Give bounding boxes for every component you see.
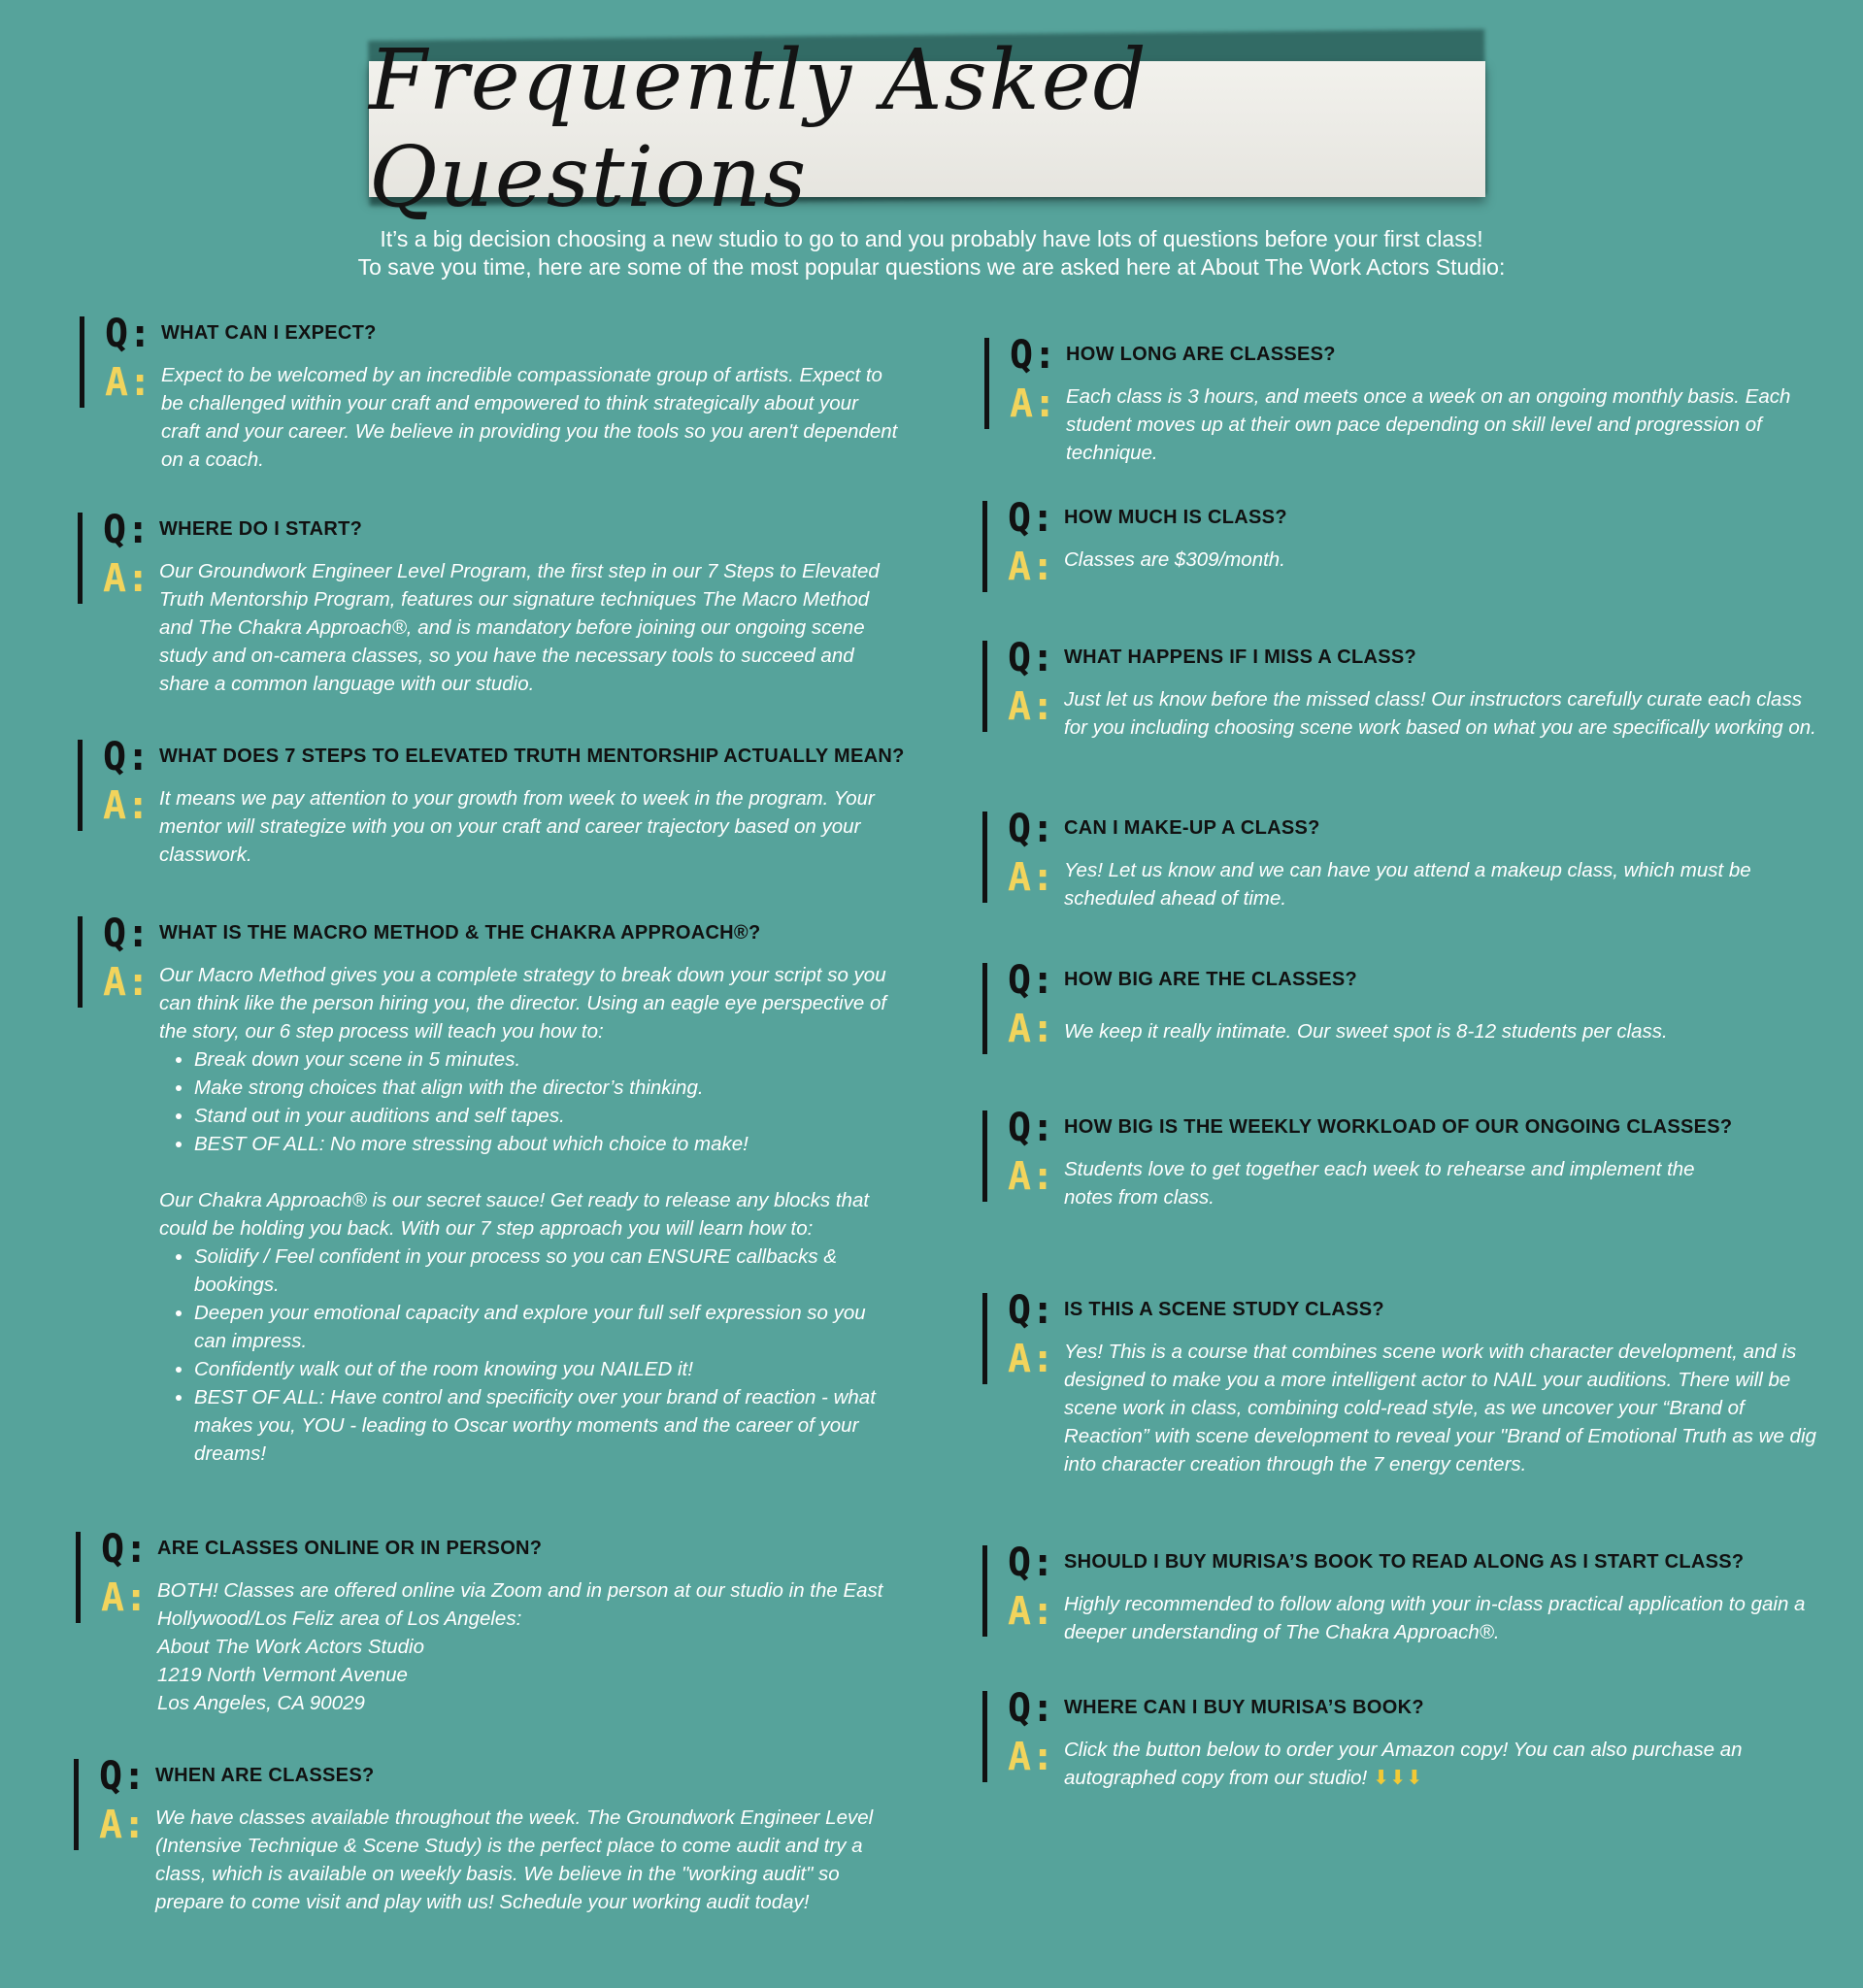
q-label: Q:	[105, 312, 152, 356]
faq-answer	[159, 961, 897, 1468]
faq-answer: We keep it really intimate. Our sweet spot is 8-12 students per class.	[1064, 1020, 1668, 1043]
faq-answer	[157, 1576, 905, 1717]
a-label: A:	[1008, 1007, 1055, 1051]
a-label: A:	[1008, 1735, 1055, 1779]
faq-question: WHAT HAPPENS IF I MISS A CLASS?	[1064, 646, 1417, 668]
a-label: A:	[99, 1803, 147, 1847]
list-item: • Make strong choices that align with the director’s thinking.	[194, 1074, 897, 1102]
q-label: Q:	[1008, 636, 1055, 680]
address-line: Los Angeles, CA 90029	[157, 1692, 365, 1714]
q-label: Q:	[1008, 1541, 1055, 1585]
q-label: Q:	[1008, 1288, 1055, 1333]
faq-answer	[1064, 1736, 1831, 1792]
where-book-text: Click the button below to order your Amazon copy! You can also purchase an autographed copy from our studio!	[1064, 1739, 1743, 1789]
q-label: Q:	[1008, 1686, 1055, 1731]
faq-question: WHEN ARE CLASSES?	[155, 1765, 375, 1786]
title-banner	[369, 32, 1485, 226]
list-item: • BEST OF ALL: No more stressing about which choice to make!	[194, 1130, 897, 1158]
q-label: Q:	[101, 1527, 149, 1572]
online-text: BOTH! Classes are offered online via Zoom and in person at our studio in the East Hollywood/Los Feliz area of Los Angeles:	[157, 1579, 883, 1630]
list-item: • BEST OF ALL: Have control and specificity over your brand of reaction - what makes you, YOU - leading to Oscar worthy moments and the career of your dreams!	[194, 1383, 897, 1468]
a-label: A:	[103, 783, 150, 828]
faq-question: SHOULD I BUY MURISA’S BOOK TO READ ALONG AS I START CLASS?	[1064, 1551, 1745, 1573]
a-label: A:	[1008, 684, 1055, 729]
faq-answer: Yes! This is a course that combines scene work with character development, and is designed to make you a more intelligent actor to NAIL your auditions. There will be scene work in class, combining cold-read style, as we uncover your “Brand of Reaction” with scene development to reveal your "Brand of Emotional Truth as we dig into character creation through the 7 energy centers.	[1064, 1341, 1816, 1475]
q-label: Q:	[1008, 1106, 1055, 1150]
intro-text	[0, 225, 1863, 282]
q-label: Q:	[1008, 807, 1055, 851]
faq-answer: Each class is 3 hours, and meets once a week on an ongoing monthly basis. Each student moves up at their own pace depending on skill level and progression of technique.	[1066, 385, 1791, 464]
faq-answer: Expect to be welcomed by an incredible compassionate group of artists. Expect to be challenged within your craft and empowered to think strategically about your craft and your career. We believe in providing you the tools so you aren't dependent on a coach.	[161, 364, 898, 471]
faq-answer: Highly recommended to follow along with your in-class practical application to gain a deeper understanding of The Chakra Approach®.	[1064, 1593, 1806, 1643]
a-label: A:	[1010, 381, 1057, 426]
intro-line-1: It’s a big decision choosing a new studio to go to and you probably have lots of questions before your first class!	[380, 226, 1483, 251]
address-line: About The Work Actors Studio	[157, 1636, 424, 1658]
list-item: • Confidently walk out of the room knowing you NAILED it!	[194, 1355, 897, 1383]
faq-question: WHERE DO I START?	[159, 518, 363, 540]
chakra-approach-list	[159, 1242, 897, 1468]
faq-question: ARE CLASSES ONLINE OR IN PERSON?	[157, 1538, 543, 1559]
q-label: Q:	[1010, 333, 1057, 378]
faq-question: IS THIS A SCENE STUDY CLASS?	[1064, 1299, 1384, 1320]
faq-question: WHAT CAN I EXPECT?	[161, 322, 377, 344]
faq-question: HOW BIG IS THE WEEKLY WORKLOAD OF OUR ONGOING CLASSES?	[1064, 1116, 1733, 1138]
faq-answer: It means we pay attention to your growth from week to week in the program. Your mentor will strategize with you on your craft and career trajectory based on your classwork.	[159, 787, 875, 866]
faq-answer: Students love to get together each week to rehearse and implement the notes from class.	[1064, 1158, 1695, 1209]
faq-question: CAN I MAKE-UP A CLASS?	[1064, 817, 1320, 839]
q-label: Q:	[103, 508, 150, 552]
faq-answer: Yes! Let us know and we can have you attend a makeup class, which must be scheduled ahead of time.	[1064, 859, 1751, 910]
address-line: 1219 North Vermont Avenue	[157, 1664, 408, 1686]
list-item: • Deepen your emotional capacity and explore your full self expression so you can impress.	[194, 1299, 897, 1355]
faq-question: WHERE CAN I BUY MURISA’S BOOK?	[1064, 1697, 1424, 1718]
list-item: • Stand out in your auditions and self tapes.	[194, 1102, 897, 1130]
list-item: • Break down your scene in 5 minutes.	[194, 1045, 897, 1074]
faq-question: HOW BIG ARE THE CLASSES?	[1064, 969, 1358, 990]
macro-method-list	[159, 1045, 897, 1158]
faq-answer: Classes are $309/month.	[1064, 548, 1285, 571]
faq-answer: Just let us know before the missed class! Our instructors carefully curate each class for you including choosing scene work based on what you are specifically working on.	[1064, 688, 1816, 739]
a-label: A:	[1008, 1337, 1055, 1381]
a-label: A:	[105, 360, 152, 405]
faq-answer: We have classes available throughout the week. The Groundwork Engineer Level (Intensive Technique & Scene Study) is the perfect place to come audit and try a class, which is available on weekly basis. We believe in the "working audit" so prepare to come visit and play with us! Schedule your working audit today!	[155, 1806, 874, 1913]
macro-method-text: Our Macro Method gives you a complete strategy to break down your script so you can think like the person hiring you, the director. Using an eagle eye perspective of the story, our 6 step process will teach you how to:	[159, 964, 887, 1043]
faq-question: HOW LONG ARE CLASSES?	[1066, 344, 1336, 365]
intro-line-2: To save you time, here are some of the most popular questions we are asked here at About The Work Actors Studio:	[357, 254, 1506, 280]
q-label: Q:	[99, 1754, 147, 1799]
faq-answer: Our Groundwork Engineer Level Program, the first step in our 7 Steps to Elevated Truth Mentorship Program, features our signature techniques The Macro Method and The Chakra Approach®, and is mandatory before joining our ongoing scene study and on-camera classes, so you have the necessary tools to succeed and share a common language with our studio.	[159, 560, 880, 695]
list-item: • Solidify / Feel confident in your process so you can ENSURE callbacks & bookings.	[194, 1242, 897, 1299]
a-label: A:	[103, 960, 150, 1005]
a-label: A:	[103, 556, 150, 601]
a-label: A:	[1008, 1589, 1055, 1634]
down-arrows-icon: ⬇⬇⬇	[1372, 1767, 1423, 1789]
a-label: A:	[1008, 545, 1055, 589]
a-label: A:	[101, 1575, 149, 1620]
faq-question: WHAT IS THE MACRO METHOD & THE CHAKRA APPROACH®?	[159, 922, 761, 944]
q-label: Q:	[103, 735, 150, 779]
q-label: Q:	[1008, 496, 1055, 541]
a-label: A:	[1008, 1154, 1055, 1199]
q-label: Q:	[1008, 958, 1055, 1003]
a-label: A:	[1008, 855, 1055, 900]
page-title: Frequently Asked Questions	[369, 32, 1148, 226]
chakra-approach-text: Our Chakra Approach® is our secret sauce! Get ready to release any blocks that could be holding you back. With our 7 step approach you will learn how to:	[159, 1189, 870, 1240]
faq-question: WHAT DOES 7 STEPS TO ELEVATED TRUTH MENTORSHIP ACTUALLY MEAN?	[159, 746, 905, 767]
faq-question: HOW MUCH IS CLASS?	[1064, 507, 1287, 528]
q-label: Q:	[103, 911, 150, 956]
